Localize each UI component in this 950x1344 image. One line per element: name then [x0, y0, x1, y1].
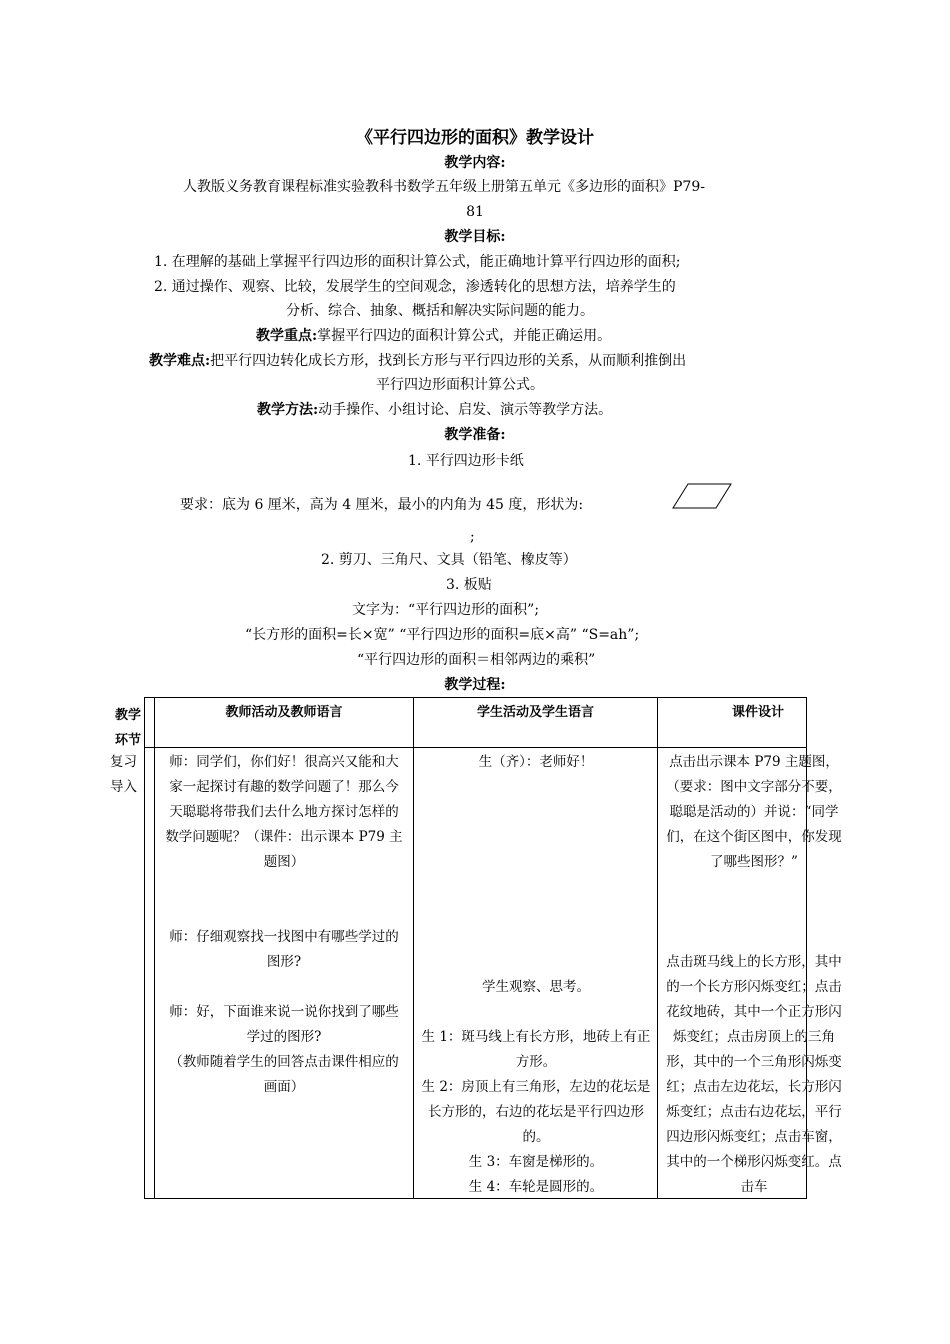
student-line-4: 生 2：房顶上有三角形，左边的花坛是长方形的，右边的花坛是平行四边形的。: [421, 1079, 651, 1145]
header-teacher: 教师活动及教师语言: [225, 705, 343, 720]
teacher-line-2: 师：仔细观察找一找图中有哪些学过的图形?: [169, 929, 399, 970]
difficulty: [149, 351, 686, 371]
prep-item-2: 2. 剪刀、三角尺、文具（铅笔、橡皮等）: [321, 552, 577, 568]
goals-heading: 教学目标:: [444, 229, 506, 245]
table-col-divider-1: [413, 697, 414, 1199]
teacher-line-4: （教师随着学生的回答点击课件相应的画面）: [169, 1054, 399, 1095]
goal-1: 1. 在理解的基础上掌握平行四边形的面积计算公式，能正确地计算平行四边形的面积;: [154, 254, 681, 270]
student-line-2: 学生观察、思考。: [482, 979, 590, 995]
student-line-3: 生 1：斑马线上有长方形，地砖上有正方形。: [421, 1029, 651, 1070]
student-line-5: 生 3：车窗是梯形的。: [468, 1154, 604, 1170]
prep-item-1: 1. 平行四边形卡纸: [408, 453, 524, 469]
board-text-1: 文字为：“平行四边形的面积”;: [352, 602, 540, 618]
content-heading: 教学内容:: [444, 155, 506, 171]
table-border-inner: [154, 697, 155, 1199]
key-point: [256, 326, 611, 346]
header-stage: 教学 环节: [114, 708, 141, 748]
method-text: 动手操作、小组讨论、启发、演示等教学方法。: [318, 402, 613, 418]
content-text-line1: 人教版义务教育课程标准实验教科书数学五年级上册第五单元《多边形的面积》P79-: [183, 179, 705, 195]
prep-item-3: 3. 板贴: [446, 577, 492, 593]
stage-cell: 复习 导入: [110, 754, 137, 795]
page-title: 《平行四边形的面积》教学设计: [356, 128, 594, 148]
goal-2b: 分析、综合、抽象、概括和解决实际问题的能力。: [286, 303, 594, 319]
difficulty-label: 教学难点:: [149, 353, 211, 369]
difficulty-text-1: 把平行四边转化成长方形，找到长方形与平行四边形的关系，从而顺利推倒出: [210, 353, 687, 369]
header-courseware: 课件设计: [731, 705, 784, 720]
teacher-line-1: 师：同学们，你们好！很高兴又能和大家一起探讨有趣的数学问题了！那么今天聪聪将带我们去什么地方探讨怎样的数学问题呢？（课件：出示课本 P79 主题图）: [165, 754, 403, 870]
prep-heading: 教学准备:: [444, 427, 506, 443]
content-text-line2: 81: [466, 204, 484, 220]
prep-semicolon: ;: [470, 529, 475, 545]
table-header-divider: [144, 747, 807, 748]
prep-requirement: 要求：底为 6 厘米，高为 4 厘米，最小的内角为 45 度，形状为:: [180, 497, 584, 513]
teacher-line-3: 师：好，下面谁来说一说你找到了哪些学过的图形?: [169, 1004, 399, 1045]
table-top-border: [144, 697, 807, 698]
method-label: 教学方法:: [257, 402, 319, 418]
goal-2a: 2. 通过操作、观察、比较，发展学生的空间观念，渗透转化的思想方法，培养学生的: [154, 279, 676, 295]
header-student: 学生活动及学生语言: [476, 705, 594, 720]
parallelogram-icon: [670, 481, 734, 511]
board-text-2: “长方形的面积=长×宽” “平行四边形的面积=底×高” “S=ah”;: [245, 627, 640, 643]
process-heading: 教学过程:: [444, 677, 506, 693]
table-border-left: [144, 697, 145, 1199]
student-line-6: 生 4：车轮是圆形的。: [468, 1179, 604, 1195]
board-text-3: “平行四边形的面积＝相邻两边的乘积”: [357, 652, 596, 668]
courseware-line-2: 点击斑马线上的长方形，其中的一个长方形闪烁变红；点击花纹地砖，其中一个正方形闪烁变红；点击房顶上的三角形，其中的一个三角形闪烁变红；点击左边花坛，长方形闪烁变红；点击右边花坛，平行四边形闪烁变红；点击车窗，其中的一个梯形闪烁变红。点击车: [666, 954, 842, 1195]
student-line-1: 生（齐）：老师好！: [478, 754, 594, 770]
key-text: 掌握平行四边的面积计算公式，并能正确运用。: [317, 328, 612, 344]
method: [257, 400, 612, 420]
table-col-divider-2: [657, 697, 658, 1199]
courseware-line-1: 点击出示课本 P79 主题图，（要求：图中文字部分不要，聪聪是活动的）并说：“同学们，在这个街区图中，你发现了哪些图形？”: [666, 754, 842, 870]
key-label: 教学重点:: [256, 328, 318, 344]
difficulty-text-2: 平行四边形面积计算公式。: [376, 377, 544, 393]
